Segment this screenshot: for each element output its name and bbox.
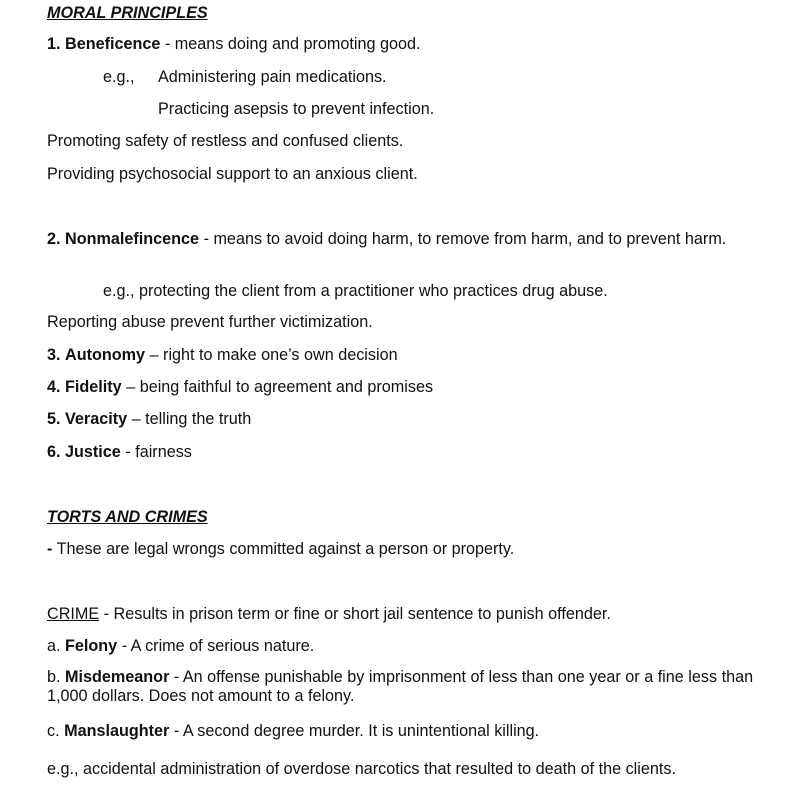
justice-num: 6. [47, 443, 61, 461]
beneficence-example-2: Practicing asepsis to prevent infection. [158, 100, 435, 118]
veracity-term: Veracity [65, 410, 128, 428]
felony-desc: - A crime of serious nature. [121, 637, 315, 655]
misdemeanor-term: Misdemeanor [65, 668, 170, 686]
beneficence-item [47, 35, 420, 54]
torts-description [47, 540, 514, 559]
beneficence-desc: - means doing and promoting good. [164, 35, 421, 53]
nonmaleficence-num: 2. [47, 230, 61, 248]
beneficence-num: 1. [47, 35, 61, 53]
manslaughter-item [47, 722, 539, 741]
nonmaleficence-term: Nonmalefincence [65, 230, 200, 248]
beneficence-eg1-text: Administering pain medications. [158, 68, 387, 86]
justice-desc: - fairness [125, 443, 192, 461]
manslaughter-desc: - A second degree murder. It is unintentional killing. [173, 722, 540, 740]
beneficence-example-1 [103, 68, 387, 87]
veracity-num: 5. [47, 410, 61, 428]
felony-letter: a. [47, 637, 61, 655]
misdemeanor-item [47, 668, 762, 706]
nonmaleficence-item [47, 230, 762, 249]
autonomy-item [47, 346, 398, 365]
autonomy-num: 3. [47, 346, 61, 364]
torts-desc-text: These are legal wrongs committed against a person or property. [56, 540, 515, 558]
crime-definition [47, 605, 611, 624]
beneficence-extra-1: Promoting safety of restless and confused clients. [47, 132, 404, 150]
torts-dash: - [47, 540, 53, 558]
nonmaleficence-desc: - means to avoid doing harm, to remove from harm, and to prevent harm. [203, 230, 727, 248]
felony-term: Felony [65, 637, 118, 655]
misdemeanor-letter: b. [47, 668, 61, 686]
crime-label: CRIME [47, 605, 100, 623]
fidelity-desc: – being faithful to agreement and promises [126, 378, 434, 396]
justice-item [47, 443, 192, 462]
felony-item [47, 637, 314, 656]
beneficence-extra-2: Providing psychosocial support to an anxious client. [47, 165, 418, 183]
autonomy-term: Autonomy [65, 346, 146, 364]
fidelity-num: 4. [47, 378, 61, 396]
manslaughter-example: e.g., accidental administration of overdose narcotics that resulted to death of the clients. [47, 760, 676, 778]
manslaughter-term: Manslaughter [64, 722, 170, 740]
veracity-item [47, 410, 251, 429]
veracity-desc: – telling the truth [131, 410, 252, 428]
manslaughter-letter: c. [47, 722, 60, 740]
eg-label: e.g., [103, 68, 135, 86]
fidelity-term: Fidelity [65, 378, 122, 396]
misdemeanor-desc: - An offense punishable by imprisonment of less than one year or a fine less than 1,000 dollars. Does not amount to a felony. [47, 668, 754, 705]
fidelity-item [47, 378, 433, 397]
nonmaleficence-extra: Reporting abuse prevent further victimization. [47, 313, 373, 331]
crime-desc: - Results in prison term or fine or short jail sentence to punish offender. [103, 605, 611, 623]
justice-term: Justice [65, 443, 121, 461]
nonmaleficence-example: e.g., protecting the client from a practitioner who practices drug abuse. [103, 282, 608, 300]
torts-crimes-heading: TORTS AND CRIMES [47, 508, 208, 526]
beneficence-term: Beneficence [65, 35, 161, 53]
moral-principles-heading: MORAL PRINCIPLES [47, 4, 208, 22]
autonomy-desc: – right to make one’s own decision [149, 346, 398, 364]
